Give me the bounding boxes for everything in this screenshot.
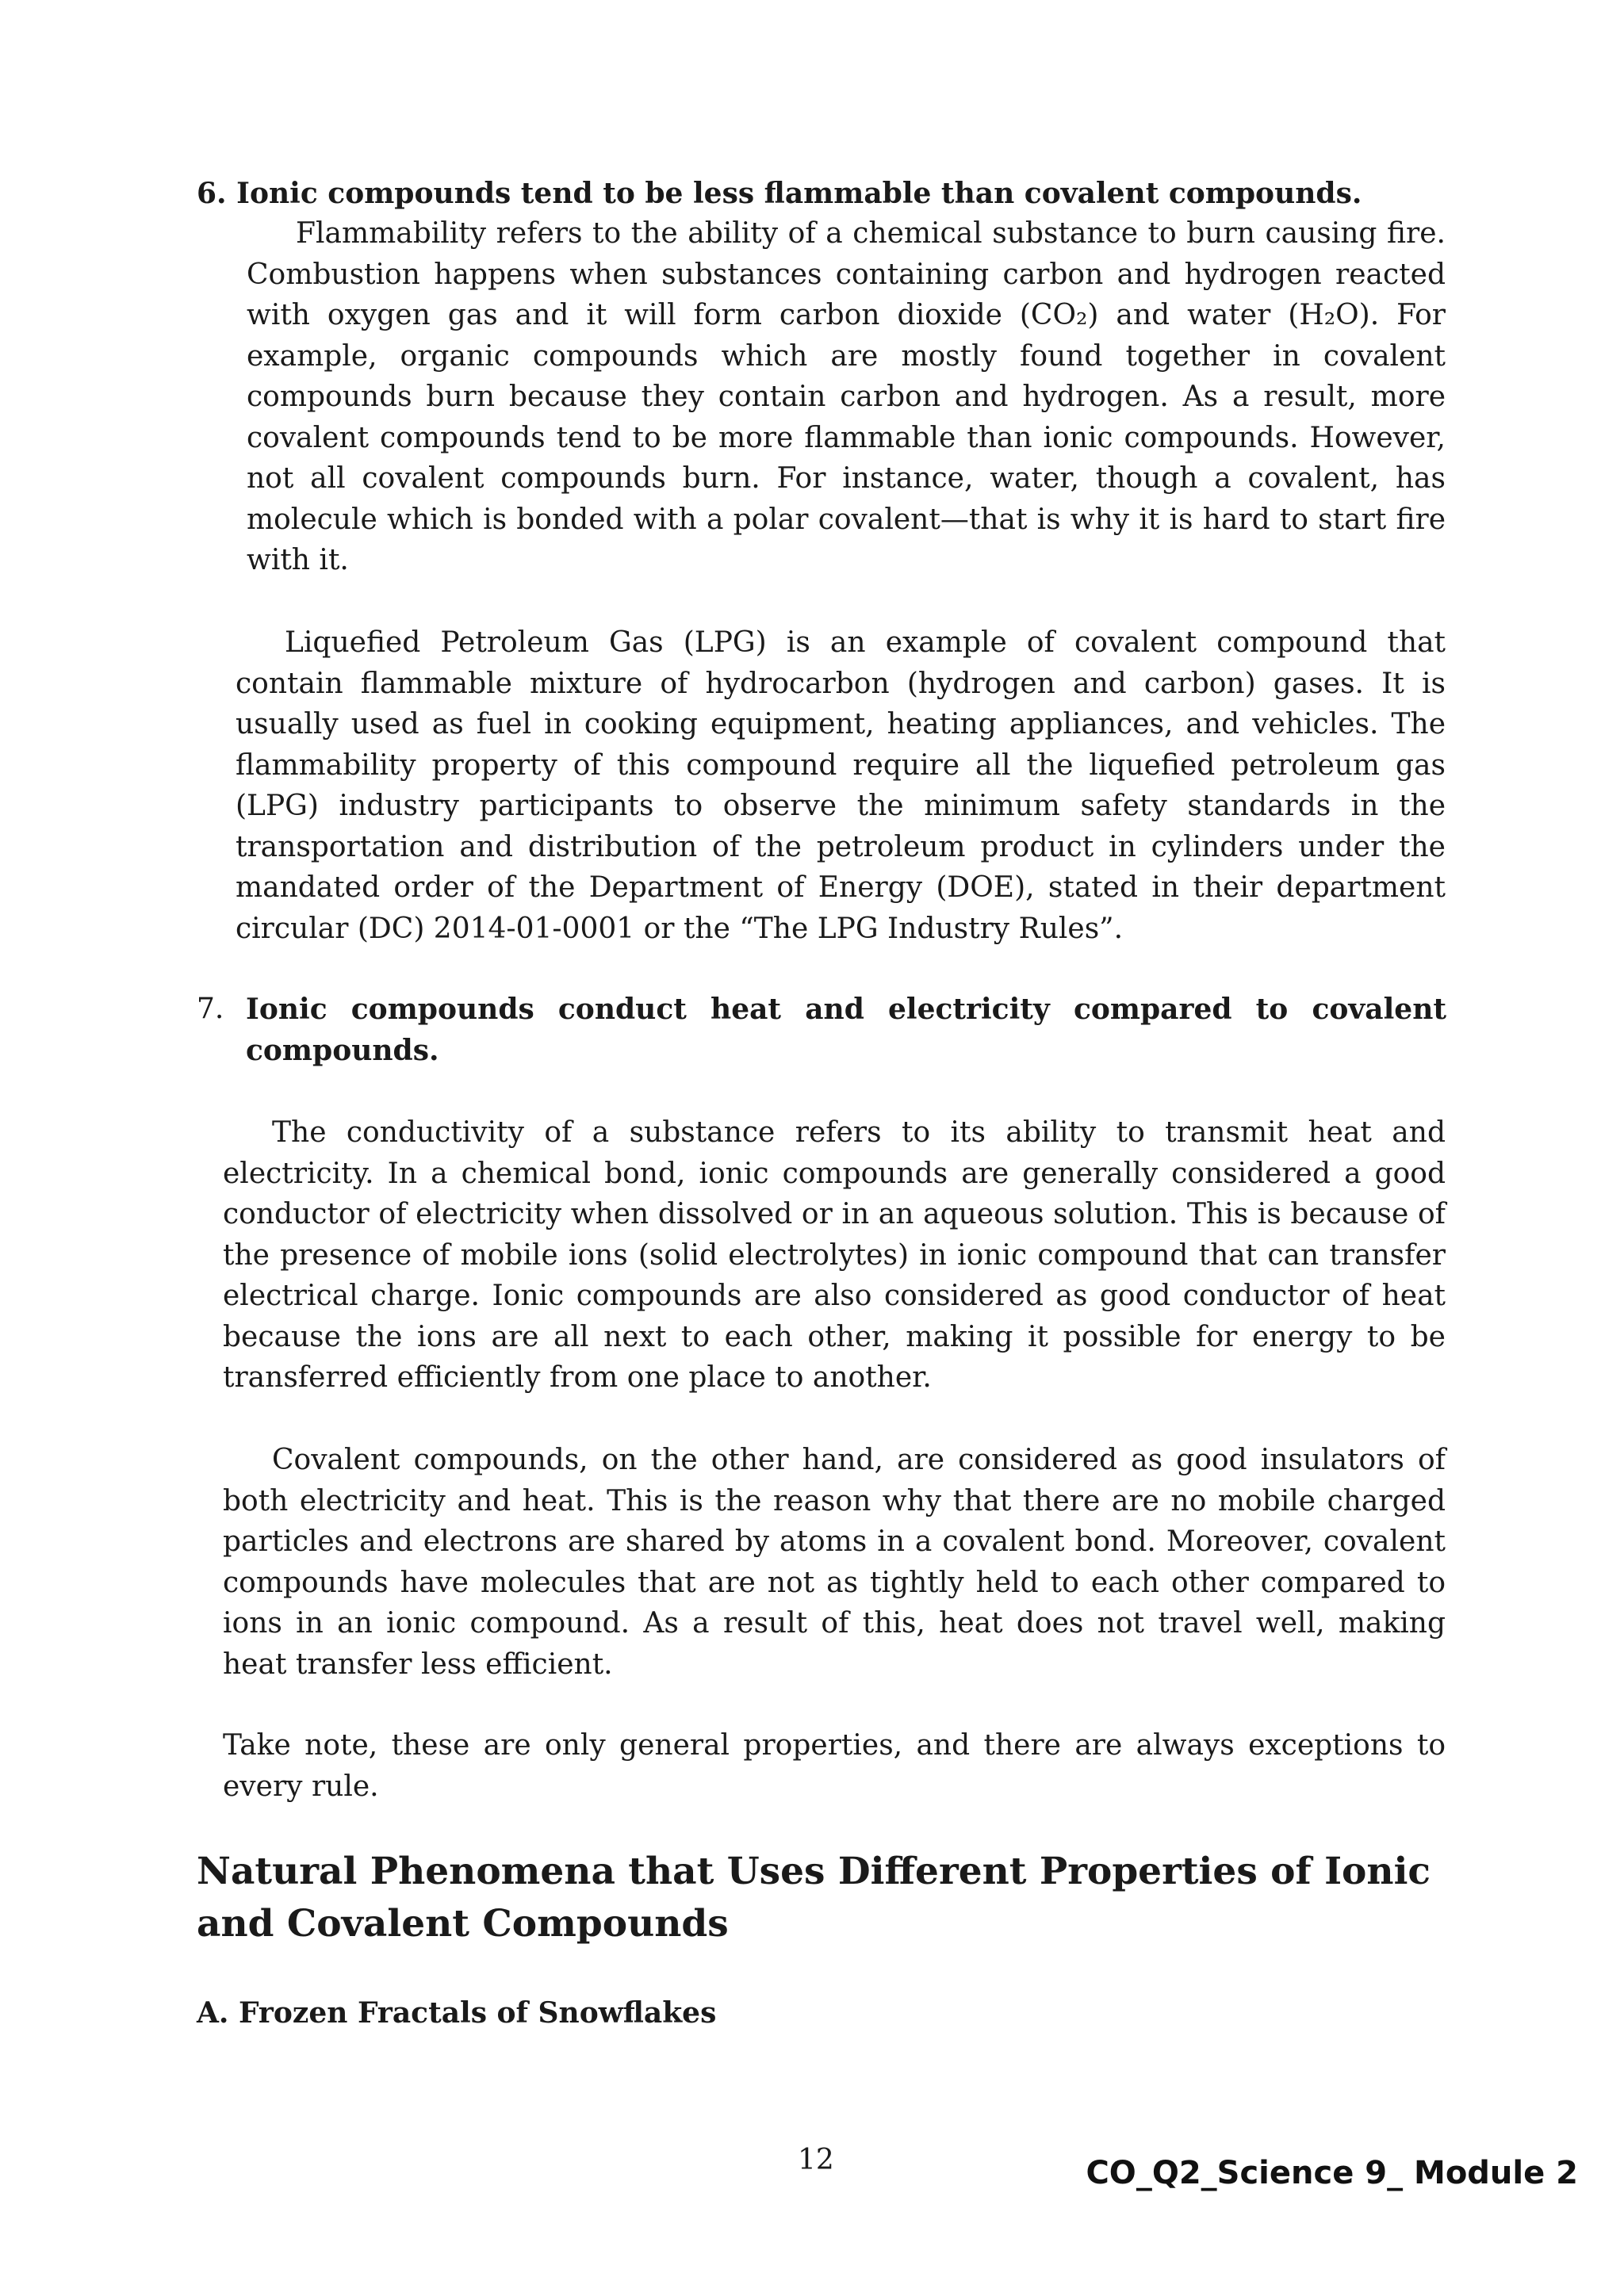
snowflakes-subheading: A. Frozen Fractals of Snowflakes (197, 1996, 717, 2030)
page-number: 12 (798, 2144, 834, 2176)
natural-phenomena-heading: Natural Phenomena that Uses Different Properties of Ionic and Covalent Compounds (197, 1850, 1431, 1946)
section-6-heading: 6. Ionic compounds tend to be less flammable than covalent compounds. (197, 177, 1362, 210)
module-footer-label: CO_Q2_Science 9_ Module 2 (1086, 2155, 1578, 2191)
section-7-title: Ionic compounds conduct heat and electricity compared to covalent compounds. (246, 993, 1446, 1067)
section-7-number: 7. (197, 993, 224, 1025)
take-note-paragraph: Take note, these are only general properties, and there are always exceptions to every rule. (223, 1729, 1446, 1803)
lpg-paragraph: Liquefied Petroleum Gas (LPG) is an example of covalent compound that contain flammable mixture of hydrocarbon (hydrogen and carbon) gases. It is usually used as fuel in cooking equipment, heating appliances, and vehicles. The flammability property of this compound require all the liquefied petroleum gas (LPG) industry participants to observe the minimum safety standards in the transportation and distribution of the petroleum product in cylinders under the mandated order of the Department of Energy (DOE), stated in their department circular (DC) 2014-01-0001 or the “The LPG Industry Rules”. (236, 626, 1446, 945)
flammability-paragraph: Flammability refers to the ability of a chemical substance to burn causing fire. Combustion happens when substances containing carbon and hydrogen reacted with oxygen gas and it will form carbon dioxide (CO₂) and water (H₂O). For example, organic compounds which are mostly found together in covalent compounds burn because they contain carbon and hydrogen. As a result, more covalent compounds tend to be more flammable than ionic compounds. However, not all covalent compounds burn. For instance, water, though a covalent, has molecule which is bonded with a polar covalent—that is why it is hard to start fire with it. (247, 217, 1446, 576)
covalent-insulators-paragraph: Covalent compounds, on the other hand, are considered as good insulators of both electricity and heat. This is the reason why that there are no mobile charged particles and electrons are shared by atoms in a covalent bond. Moreover, covalent compounds have molecules that are not as tightly held to each other compared to ions in an ionic compound. As a result of this, heat does not travel well, making heat transfer less efficient. (223, 1444, 1446, 1681)
section-7-heading (197, 989, 1446, 1071)
conductivity-paragraph: The conductivity of a substance refers to its ability to transmit heat and electricity. In a chemical bond, ionic compounds are generally considered a good conductor of electricity when dissolved or in an aqueous solution. This is because of the presence of mobile ions (solid electrolytes) in ionic compound that can transfer electrical charge. Ionic compounds are also considered as good conductor of heat because the ions are all next to each other, making it possible for energy to be transferred efficiently from one place to another. (223, 1116, 1446, 1394)
